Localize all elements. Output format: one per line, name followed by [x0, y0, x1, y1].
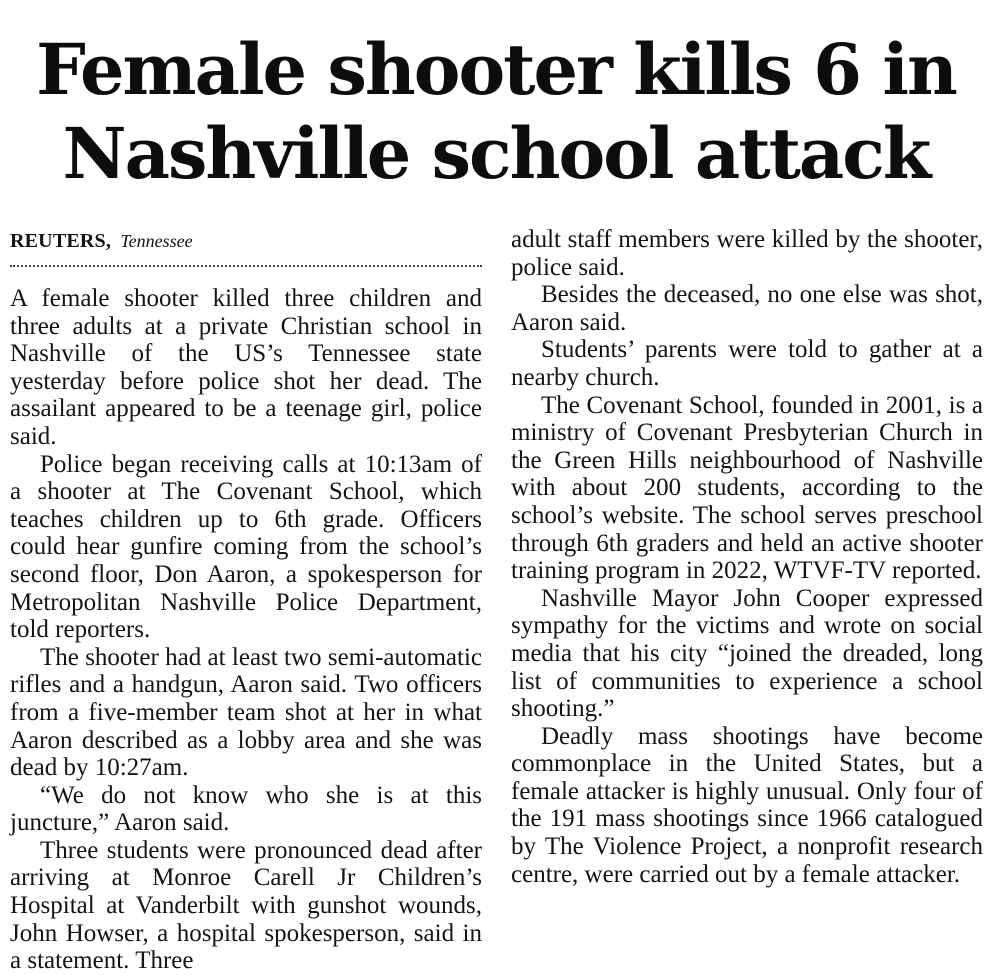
article-paragraph: Police began receiving calls at 10:13am of a shooter at The Covenant School, which teaches children up to 6th grade. Officers could hear gunfire coming from the school’s second floor, Don Aaron, a spokesperson for Metropolitan Nashville Police Department, told reporters. [10, 450, 482, 644]
headline-line-2: Nashville school attack [62, 112, 930, 195]
article-paragraph: The shooter had at least two semi-automatic rifles and a handgun, Aaron said. Two officers from a five-member team shot at her in what Aaron described as a lobby area and she was dead by 10:27am. [10, 643, 482, 782]
article-paragraph: Three students were pronounced dead after arriving at Monroe Carell Jr Children’s Hospital at Vanderbilt with gunshot wounds, John Howser, a hospital spokesperson, said in a statement. Three [10, 836, 482, 975]
article-column-left [10, 226, 482, 975]
byline-agency: REUTERS, [10, 230, 112, 252]
article-paragraph: The Covenant School, founded in 2001, is a ministry of Covenant Presbyterian Church in the Green Hills neighbourhood of Nashville with about 200 students, according to the school’s website. The school serves preschool through 6th graders and held an active shooter training program in 2022, WTVF-TV reported. [511, 391, 983, 585]
article-paragraph: Besides the deceased, no one else was shot, Aaron said. [511, 281, 983, 336]
byline [10, 226, 482, 267]
article-paragraph: Deadly mass shootings have become commonplace in the United States, but a female attacker is highly unusual. Only four of the 191 mass shootings since 1966 catalogued by The Violence Project, a nonprofit research centre, were carried out by a female attacker. [511, 722, 983, 888]
article-column-right [511, 226, 983, 888]
headline-line-1: Female shooter kills 6 in [36, 28, 956, 111]
article-paragraph: A female shooter killed three children and three adults at a private Christian school in Nashville of the US’s Tennessee state yesterday before police shot her dead. The assailant appeared to be a teenage girl, police said. [10, 285, 482, 450]
article-paragraph-continued: adult staff members were killed by the shooter, police said. [511, 226, 983, 281]
article-paragraph: “We do not know who she is at this juncture,” Aaron said. [10, 781, 482, 837]
headline [0, 28, 992, 196]
article-paragraph: Nashville Mayor John Cooper expressed sympathy for the victims and wrote on social media that his city “joined the dreaded, long list of communities to experience a school shooting.” [511, 584, 983, 723]
byline-location: Tennessee [120, 231, 193, 251]
article-paragraph: Students’ parents were told to gather at a nearby church. [511, 336, 983, 391]
